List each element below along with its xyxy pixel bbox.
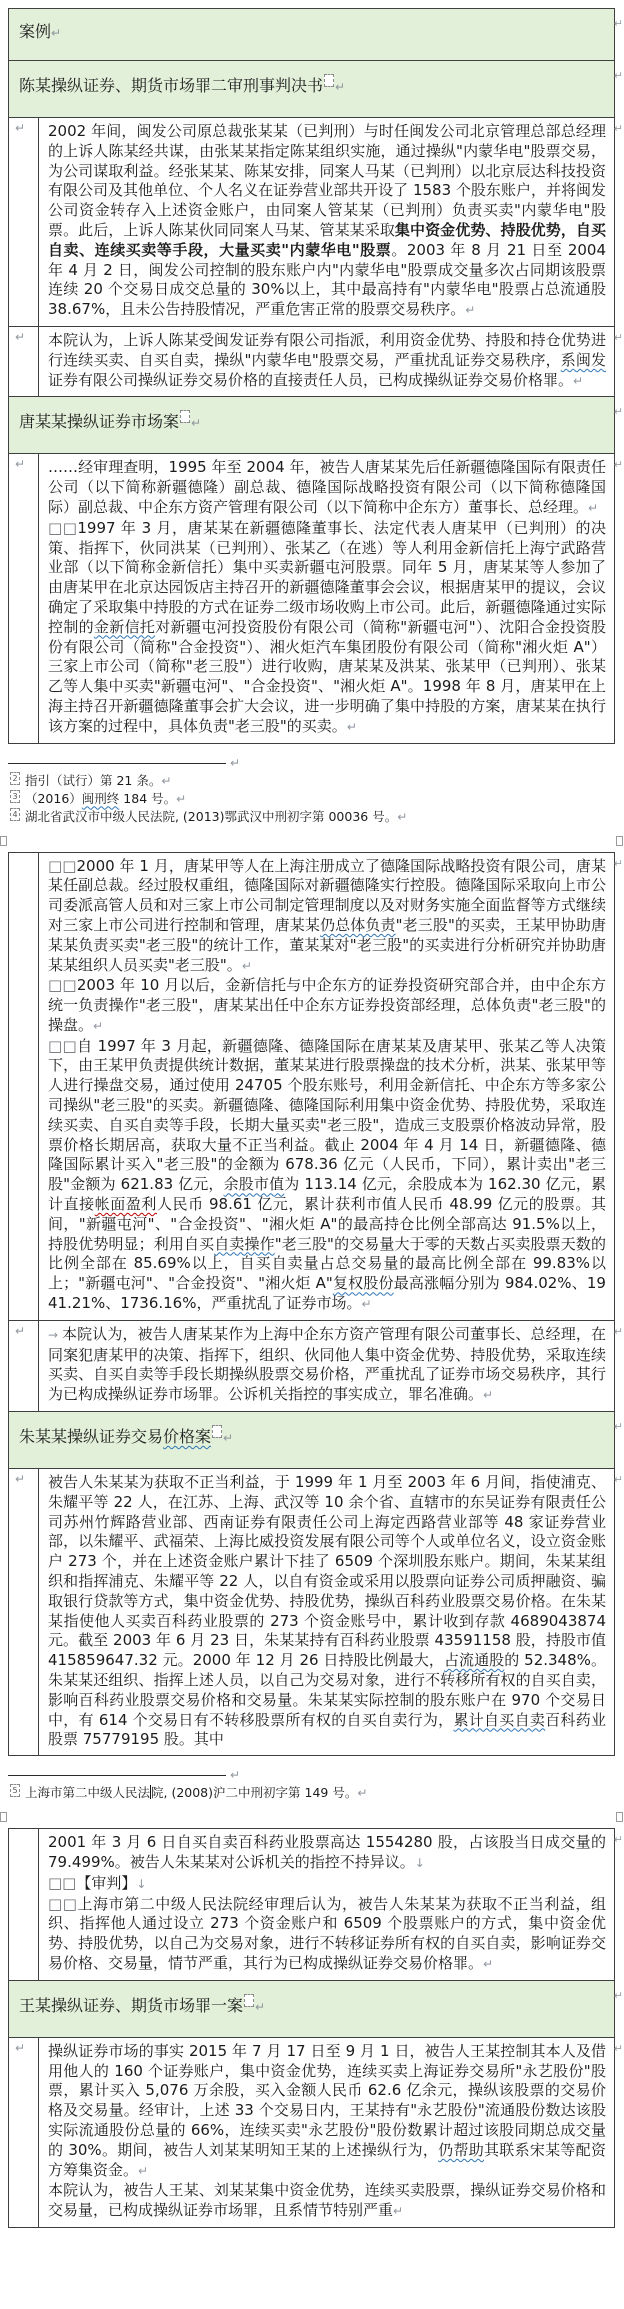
paragraph	[48, 519, 606, 738]
footnote-reference-icon	[180, 410, 190, 423]
section-title-row[interactable]	[8, 8, 623, 61]
text-run: 价格案	[163, 1427, 212, 1447]
footnote-number-icon: 3	[10, 790, 20, 803]
text-run: 湖北省武汉市中级人民法院, (2013)鄂武汉中刑初字第 00036 号。	[24, 808, 398, 824]
formatting-mark: ↵	[241, 958, 252, 973]
paragraph-cell[interactable]	[39, 853, 614, 1320]
formatting-mark: ↵	[230, 755, 241, 770]
text-run: 朱某某操纵证券交易	[19, 1427, 164, 1447]
text-run: 唐某某操纵证券市场案	[19, 412, 180, 432]
footnote-item[interactable]	[8, 772, 615, 790]
case-wang-facts-row	[8, 2038, 623, 2228]
text-run: ……经审理查明，1995 年至 2004 年，被告人唐某某先后任新疆德隆国际有限责任公司（以下简称新疆德隆）副总裁、德隆国际战略投资有限公司（以下简称德隆国际）副总裁、中企东方资产管理有限公司（以下简称中企东方）董事长、总经理。	[48, 458, 606, 516]
end-of-cell-mark: ↵	[15, 121, 26, 135]
formatting-mark: ↵	[357, 1786, 368, 1801]
row-marker-cell[interactable]	[9, 327, 39, 396]
text-run: 自 1997 年 3 月起，新疆德隆、德隆国际在唐某某及唐某甲、张某乙等人决策下，由王某甲负责提供统计数据，董某某进行股票操盘的技术分析，洪某、张某甲等人进行操盘交易，通过使用 24705 个股东账号，利用金新信托、中企东方等多家公司操纵"老三股"的买卖。新疆德隆、德隆国际利用集中资金优势、持股优势，采取连续买卖、自买自卖等手段，长期大量买卖"老三股"，造成三支股票价格波动异常，股票价格长期居高，获取大量不正当利益。截止 2004 年 4 月 14 日，新疆德隆、德隆国际累计买入"老三股"的金额为 678.36 亿元（人民币，下同），累计卖出"老三股"金额为 621.83 亿元，	[48, 1036, 606, 1194]
text-run: 金新信托	[93, 617, 156, 636]
paragraph-cell[interactable]	[39, 454, 614, 742]
paragraph-cell[interactable]	[39, 1321, 614, 1411]
text-run: 184 号。	[119, 790, 177, 806]
text-run: "老三股"的交易量大于零的天数占买卖股票天数的比例全部在 85.69%以上，自买自卖量占总交易量的最高比例全部在 99.83%以上；"新疆屯河"、"合金投资"、"湘火炬 A"	[48, 1234, 606, 1293]
page-edge-marker-left	[0, 836, 7, 846]
paragraph	[48, 1895, 606, 1975]
paragraph	[48, 122, 611, 321]
text-run: 的 52.348%。朱某某还组织、指挥上述人员，以自己为交易对象，进行不转移所有权的自买自卖，影响百科药业股票交易价格和交易量。朱某某实际控制的股东账户在 970 个交易日中，有 614 个交易日有不转移股票所有权的自买自卖行为，	[48, 1651, 606, 1729]
page-edge-marker-right	[616, 836, 623, 846]
text-run: □□	[48, 1036, 78, 1055]
formatting-mark: ↵	[483, 1388, 494, 1403]
formatting-mark: ↵	[588, 500, 599, 515]
text-run: 被告人朱某某为获取不正当利益，于 1999 年 1 月至 2003 年 6 月间，指使浦克、朱耀平等 22 人，在江苏、上海、武汉等 10 余个省、直辖市的东吴证券有限责任公司苏州竹辉路营业部、西南证券有限责任公司上海定西路营业部等 48 家证券营业部，以朱耀平、武福荣、上海比威投资发展有限公司等个人或单位名义，设立资金账户 273 个，并在上述资金账户累计下挂了 6509 个深圳股东账户。期间，朱某某组织和指挥浦克、朱耀平等 22 人，以自有资金或采用以股票向证券公司质押融资、骗取银行贷款等方式，集中资金优势、持股优势，操纵百科药业股票交易价格。在朱某某指使他人买卖百科药业股票的 273 个资金账号中，累计收到存款 4689043874 元。截至 2003 年 6 月 23 日，朱某某持有百科药业股票 43591158 股，持股市值 415859647.32 元。2000 年 12 月 26 日持股比例最大，	[48, 1473, 611, 1670]
formatting-mark: ↵	[465, 303, 476, 318]
text-run: 余股市值	[223, 1175, 285, 1194]
case-title-text	[19, 21, 604, 44]
text-run: 指引（试行）第 21 条。	[24, 772, 162, 788]
footnote-item[interactable]	[8, 1784, 615, 1802]
paragraph	[48, 458, 606, 518]
paragraph-cell[interactable]	[39, 1469, 614, 1755]
text-run: 本院认为，被告人王某、刘某某集中资金优势，连续买卖股票，操纵证券交易价格和交易量，已构成操纵证券市场罪，且系情节特别严重	[48, 2181, 606, 2220]
row-marker-cell[interactable]	[9, 118, 39, 326]
case-chen-holding-row	[8, 327, 623, 397]
text-run: 本院认为，被告人唐某某作为上海中企东方资产管理有限公司董事长、总经理，在同案犯唐某甲的决策、指挥下，组织、伙同他人集中资金优势、持股优势，采取连续买卖、自买自卖等手段长期操纵股票交易价格，严重扰乱了证券市场交易秩序，其行为已构成操纵证券市场罪。公诉机关指控的事实成立，罪名准确。	[48, 1324, 606, 1404]
formatting-mark: ↓	[414, 1855, 425, 1870]
footnote-separator-line	[8, 763, 226, 764]
text-run: 占流通股	[443, 1651, 505, 1670]
formatting-mark: ↵	[51, 26, 62, 40]
formatting-mark: ↵	[255, 1999, 266, 2014]
formatting-mark: ↵	[93, 1018, 104, 1033]
footnote-number-icon: 4	[10, 808, 20, 821]
row-marker-cell[interactable]	[9, 2038, 39, 2227]
footnote-separator	[8, 1766, 615, 1784]
end-of-cell-mark: ↵	[15, 329, 26, 344]
paragraph	[48, 1833, 611, 1874]
text-run: 对新疆屯河投资股份有限公司（简称"新疆屯河"）、沈阳合金投资股份有限公司（简称"合金投资"）、湘火炬汽车集团股份有限公司（简称"湘火炬 A"）三家上市公司（简称"老三股"）进行收购，唐某某及洪某、张某甲（已判刑）、张某乙等人集中买卖"新疆屯河"、"合金投资"、"湘火炬 A"。1998 年 8 月，唐某甲在上海主持召开新疆德隆董事会扩大会议，进一步明确了集中持股的方案，唐某某在执行该方案的过程中，具体负责"老三股"的买卖。	[48, 617, 606, 735]
row-marker-cell[interactable]	[9, 853, 39, 1320]
footnote-area-page1	[8, 744, 615, 830]
case-title-text	[19, 1425, 604, 1449]
case-title-text	[19, 410, 604, 434]
row-marker-cell[interactable]	[9, 1321, 39, 1411]
formatting-mark: ↵	[161, 773, 172, 788]
end-of-row-mark: ↵	[613, 330, 623, 344]
formatting-mark: ↵	[346, 719, 357, 734]
text-run: 证券有限公司操纵证券交易价格的直接责任人员，已构成操纵证券交易价格罪。	[48, 370, 574, 389]
text-run: 其联系宋某等配资方筹集资金。	[48, 2140, 606, 2179]
footnote-item[interactable]	[8, 808, 615, 826]
text-run: 上海市第二中级人民法院经审理后认为，被告人朱某某为获取不正当利益，组织、指挥他人通过设立 273 个资金账户和 6509 个股票账户的方式，集中资金优势、持股优势，以自己为交易对象，进行不转移证券所有权的自买自卖，影响证券交易价格、交易量，情节严重，其行为已构成操纵证券交易价格罪。	[48, 1894, 606, 1972]
end-of-row-mark: ↵	[613, 122, 623, 135]
text-run: □□	[48, 518, 78, 537]
end-of-row-mark: ↵	[613, 856, 623, 870]
case-tang-facts-row	[8, 454, 623, 743]
text-run: 本院认为，上诉人陈某受闽发证券有限公司指派，利用资金优势、持股和持仓优势进行连续买卖、自买自卖，操纵"内蒙华电"股票交易，严重扰乱证券交易秩序，	[48, 330, 606, 369]
formatting-mark: ↵	[191, 416, 202, 431]
text-run: 2001 年 3 月 6 日自买自卖百科药业股票高达 1554280 股，占该股当日成交量的 79.499%。被告人朱某某对公诉机关的指控不持异议。	[48, 1833, 611, 1871]
formatting-mark: ↵	[176, 791, 187, 806]
text-run: 2002 年间，闽发公司原总裁张某某（已判刑）与时任闽发公司北京管理总部总经理的上诉人陈某经共谋，由张某某指定陈某组织实施，通过操纵"内蒙华电"股票交易，为公司谋取利益。经张某某、陈某安排，同案人马某（已判刑）以北京辰达科技投资有限公司及其他单位、个人名义在证券营业部共开设了 1583 个股东账户，并将闽发公司资金转存入上述资金账户，由同案人管某某（已判刑）负责买卖"内蒙华电"股票。此后，上诉人陈某伙同同案人马某、管某某采取	[48, 122, 606, 239]
paragraph	[48, 331, 606, 391]
text-run: 1997 年 3 月，唐某某在新疆德隆董事长、法定代表人唐某甲（已判刑）的决策、指挥下，伙同洪某（已判刑）、张某乙（在逃）等人利用金新信托上海宁武路营业部（以下简称金新信托）集中买卖新疆屯河股票。同年 5 月，唐某某等人参加了由唐某甲在北京达园饭店主持召开的新疆德隆董事会会议，根据唐某甲的提议，会议确定了采取集中持股的方式在证券二级市场收购上市公司。此后，新疆德隆通过实际控制的	[48, 518, 606, 636]
paragraph	[48, 857, 606, 977]
formatting-mark: ↵	[335, 80, 346, 94]
paragraph	[48, 976, 606, 1036]
text-run: 系闽发	[560, 350, 606, 369]
end-of-row-mark: ↵	[613, 1988, 623, 2002]
text-run: 自卖操作	[214, 1234, 275, 1253]
text-run: 仍总体负责	[320, 915, 396, 934]
text-run: 操纵证券市场的事实 2015 年 7 月 17 日至 9 月 1 日，被告人王某控制其本人及借用他人的 160 个证券账户，集中资金优势，连续买卖上海证券交易所"永艺股份"股票，累计买入 5,076 万余股，买入金额人民币 62.6 亿余元，操纵该股票的交易价格及交易量。经审计，上述 33 个交易日内，王某持有"永艺股份"流通股份数达该股实际流通股份总量的 66%，连续买卖"永艺股份"股份数累计超过该股同期总成交量的 30%。期间，被告人刘某某明知王某的上述操纵行为，	[48, 2041, 606, 2159]
paragraph	[48, 2042, 606, 2182]
page-edge-marker-left	[0, 1812, 7, 1822]
case-title-row-tang[interactable]	[8, 397, 623, 454]
text-run: 闽刑终	[81, 790, 120, 806]
text-run: □□	[48, 856, 77, 875]
formatting-mark: ↵	[573, 373, 584, 388]
page-boundary-1	[8, 830, 615, 852]
text-run: 百科药业股票 75779195 股。其中	[48, 1710, 606, 1749]
end-of-row-mark: ↵	[613, 17, 623, 30]
text-run: 。2003 年 8 月 21 日至 2004 年 4 月 2 日，闽发公司控制的股东账户内"内蒙华电"股票成交量多次占同期该股票连续 20 个交易日成交总量的 30%以上，其中最高持有"内蒙华电"股票占总流通股 38.67%，且未公告持股情况，严重危害正常的股票交易秩序。	[48, 240, 611, 319]
footnote-item[interactable]	[8, 790, 615, 808]
text-run: 为 113.14 亿元，余股成本为 162.30 亿元，累计直接	[48, 1175, 606, 1214]
footnote-separator	[8, 754, 615, 772]
paragraph-cell[interactable]	[39, 2038, 614, 2227]
formatting-mark: →	[48, 1327, 62, 1342]
footnote-number-icon: 2	[10, 772, 20, 785]
row-marker-cell[interactable]	[9, 1829, 39, 1980]
end-of-row-mark: ↵	[613, 458, 623, 472]
end-of-row-mark: ↵	[613, 1324, 623, 1338]
footnote-reference-icon	[244, 1994, 254, 2007]
paragraph	[48, 2181, 606, 2222]
paragraph	[48, 1037, 606, 1315]
end-of-cell-mark: ↵	[15, 2040, 26, 2055]
case-tang-facts-continued-row	[8, 852, 623, 1321]
end-of-cell-mark: ↵	[15, 1323, 26, 1338]
case-zhu-facts-row	[8, 1469, 623, 1756]
row-marker-cell[interactable]	[9, 454, 39, 742]
case-title-row-chen[interactable]	[8, 61, 623, 118]
text-run: 王某操纵证券、期货市场罪一案	[19, 1995, 244, 2015]
text-run: 最高涨幅分别为 984.02%、1941.21%、1736.16%，严重扰乱了证券市场。	[48, 1274, 606, 1313]
row-marker-cell[interactable]	[9, 1469, 39, 1755]
text-run: □□	[48, 1894, 78, 1913]
case-title-text	[19, 74, 604, 98]
end-of-row-mark: ↵	[613, 69, 623, 82]
footnote-area-page2	[8, 1756, 615, 1806]
word-table-document	[8, 8, 623, 2228]
page-edge-marker-right	[616, 1812, 623, 1822]
formatting-mark: ↵	[138, 2163, 149, 2178]
end-of-row-mark: ↵	[613, 1420, 623, 1434]
footnote-reference-icon	[212, 1425, 222, 1438]
end-of-row-mark: ↵	[613, 1473, 623, 1487]
paragraph-cell[interactable]	[39, 118, 614, 326]
paragraph	[48, 1874, 606, 1895]
text-run: 院, (2008)沪二中刑初字第 149 号。	[151, 1785, 358, 1801]
footnote-separator-line	[8, 1775, 226, 1776]
text-run: 仍帮助	[438, 2140, 485, 2159]
formatting-mark: ↵	[397, 809, 408, 824]
formatting-mark: ↵	[393, 2204, 404, 2219]
end-of-row-mark: ↵	[613, 1833, 623, 1847]
case-title-row-wang[interactable]	[8, 1981, 623, 2038]
end-of-cell-mark: ↵	[15, 457, 26, 472]
footnote-number-icon: 5	[10, 1784, 20, 1797]
case-title-text	[19, 1994, 604, 2018]
case-zhu-continued-row	[8, 1828, 623, 1981]
footnote-reference-icon	[324, 74, 334, 87]
text-run: 2003 年 10 月以后，金新信托与中企东方的证券投资研究部合并，由中企东方统一负责操作"老三股"，唐某某出任中企东方证券投资部经理，总体负责"老三股"的操盘。	[48, 976, 606, 1034]
paragraph-cell[interactable]	[39, 1829, 614, 1980]
formatting-mark: ↓	[136, 1876, 147, 1891]
paragraph	[48, 1473, 611, 1750]
formatting-mark: ↵	[230, 1768, 241, 1783]
end-of-row-mark: ↵	[613, 2041, 623, 2055]
text-run: 【审判】	[76, 1873, 137, 1892]
text-run: （2016）	[24, 790, 82, 806]
page-boundary-2	[8, 1806, 615, 1828]
text-run: □□	[48, 1873, 77, 1892]
text-run: 陈某操纵证券、期货市场罪二审刑事判决书	[19, 76, 324, 95]
text-run: □□	[48, 976, 77, 995]
case-tang-holding-row	[8, 1321, 623, 1412]
paragraph-cell[interactable]	[39, 327, 614, 396]
formatting-mark: ↵	[483, 1956, 494, 1971]
case-title-row-zhu[interactable]	[8, 1412, 623, 1469]
text-run: 上海市第二中级人民法	[24, 1785, 150, 1801]
formatting-mark: ↵	[361, 1297, 372, 1312]
paragraph	[48, 1325, 606, 1406]
end-of-row-mark: ↵	[613, 405, 623, 419]
text-run: 人民币 98.61 亿元，累计获利市值人民币 48.99 亿元的股票。其间，"新疆屯河"、"合金投资"、"湘火炬 A"的最高持仓比例全部高达 91.5%以上，持股优势明显；利用自买	[48, 1195, 606, 1253]
text-run: 集中资金优势、持股优势，自买自卖、连续买卖等手段，大量买卖"内蒙华电"股票	[48, 220, 606, 259]
formatting-mark: ↵	[223, 1431, 234, 1446]
text-run: 复权股份	[332, 1274, 394, 1293]
text-run: 案例	[19, 22, 52, 41]
text-run: 2000 年 1 月，唐某甲等人在上海注册成立了德隆国际战略投资有限公司，唐某某任副总裁。经过股权重组，德隆国际对新疆德隆实行控股。德隆国际采取向上市公司委派高管人员和对三家上市公司制定管理制度以及对财务实施全面监督等方式继续对三家上市公司进行控制和管理，唐某某	[48, 856, 606, 934]
text-run: "老三股"的买卖，王某甲协助唐某某负责买卖"老三股"的统计工作，董某某对"老三股"的买卖进行分析研究并协助唐某某组织人员买卖"老三股"。	[48, 915, 606, 974]
end-of-cell-mark: ↵	[15, 1472, 26, 1487]
text-run: 帐面盈利	[94, 1195, 157, 1214]
text-run: 累计自买自卖	[453, 1710, 546, 1729]
case-chen-facts-row	[8, 118, 623, 327]
